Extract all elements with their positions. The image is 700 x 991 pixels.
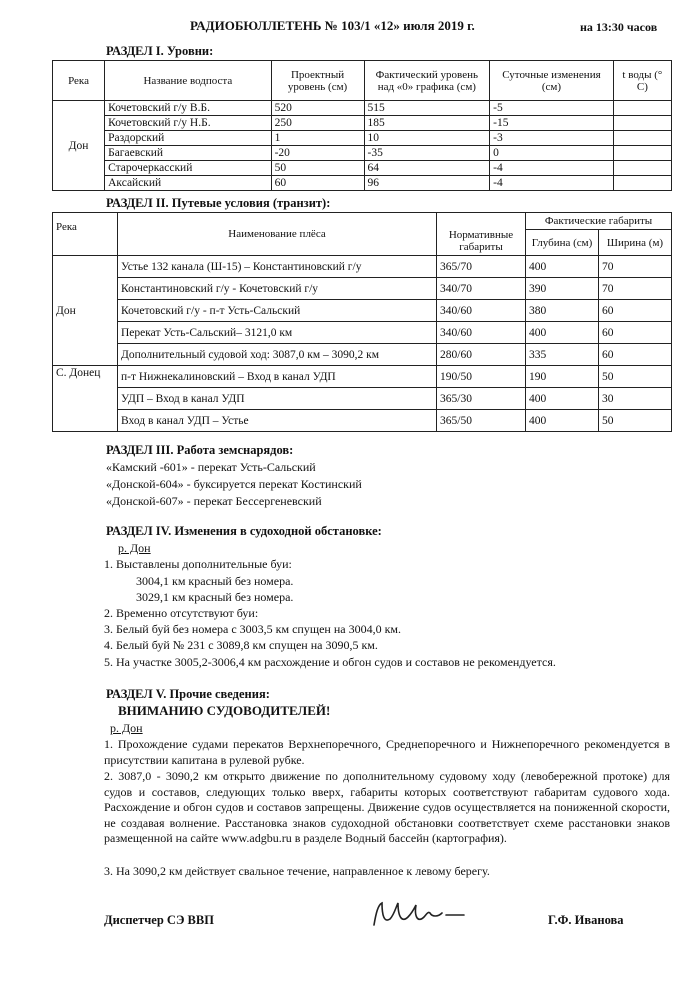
normative: 340/60 [437, 322, 526, 344]
change-item: 4. Белый буй № 231 с 3089,8 км спущен на 3090,5 км. [104, 638, 378, 652]
depth: 190 [526, 366, 599, 388]
col-project-level: Проектный уровень (см) [271, 61, 364, 101]
transit-table [52, 212, 672, 432]
table-row [53, 344, 672, 366]
project-level: 520 [271, 101, 364, 116]
water-temp [613, 131, 671, 146]
dredger-line: «Донской-607» - перекат Бессергеневский [106, 494, 322, 508]
actual-level: 515 [364, 101, 490, 116]
change-item: 1. Выставлены дополнительные буи: [104, 557, 292, 571]
station-name: Старочеркасский [105, 161, 271, 176]
col-actual-dimensions: Фактические габариты [526, 213, 672, 230]
width: 30 [599, 388, 672, 410]
water-temp [613, 101, 671, 116]
table-row [53, 116, 672, 131]
change-item: 3004,1 км красный без номера. [136, 574, 294, 588]
depth: 335 [526, 344, 599, 366]
depth: 390 [526, 278, 599, 300]
table-row [53, 410, 672, 432]
change-item: 3029,1 км красный без номера. [136, 590, 294, 604]
river-label: р. Дон [118, 541, 151, 555]
actual-level: 10 [364, 131, 490, 146]
water-temp [613, 161, 671, 176]
project-level: 1 [271, 131, 364, 146]
project-level: 250 [271, 116, 364, 131]
col-river: Река [53, 213, 118, 256]
notice-item: 1. Прохождение судами перекатов Верхнепоречного, Среднепоречного и Нижнепоречного рекомендуется в присутствии капитана в рулевой рубке. [104, 737, 670, 767]
depth: 400 [526, 388, 599, 410]
station-name: Кочетовский г/у Н.Б. [105, 116, 271, 131]
table-row [53, 322, 672, 344]
col-depth: Глубина (см) [526, 230, 599, 256]
reach-name: Константиновский г/у - Кочетовский г/у [118, 278, 437, 300]
col-water-temp: t воды (° С) [613, 61, 671, 101]
water-temp [613, 116, 671, 131]
daily-change: -4 [490, 176, 614, 191]
width: 70 [599, 278, 672, 300]
normative: 340/70 [437, 278, 526, 300]
col-width: Ширина (м) [599, 230, 672, 256]
table-row [53, 278, 672, 300]
width: 70 [599, 256, 672, 278]
normative: 365/50 [437, 410, 526, 432]
dredger-line: «Камский -601» - перекат Усть-Сальский [106, 460, 316, 474]
table-row [53, 300, 672, 322]
width: 50 [599, 366, 672, 388]
section-2-title: РАЗДЕЛ II. Путевые условия (транзит): [106, 196, 331, 210]
bulletin-title: РАДИОБЮЛЛЕТЕНЬ № 103/1 «12» июля 2019 г. [190, 18, 475, 33]
depth: 400 [526, 256, 599, 278]
daily-change: 0 [490, 146, 614, 161]
change-item: 5. На участке 3005,2-3006,4 км расхождение и обгон судов и составов не рекомендуется. [104, 655, 556, 669]
table-row [53, 146, 672, 161]
section-5-title: РАЗДЕЛ V. Прочие сведения: [106, 687, 270, 701]
actual-level: -35 [364, 146, 490, 161]
daily-change: -4 [490, 161, 614, 176]
dispatcher-role: Диспетчер СЭ ВВП [104, 913, 214, 927]
change-item: 2. Временно отсутствуют буи: [104, 606, 259, 620]
river-label: р. Дон [110, 721, 143, 735]
reach-name: Кочетовский г/у - п-т Усть-Сальский [118, 300, 437, 322]
change-item: 3. Белый буй без номера с 3003,5 км спущен на 3004,0 км. [104, 622, 402, 636]
depth: 400 [526, 410, 599, 432]
daily-change: -3 [490, 131, 614, 146]
table-row [53, 176, 672, 191]
station-name: Багаевский [105, 146, 271, 161]
river-cell: С. Донец [53, 366, 118, 432]
river-cell: Дон [53, 256, 118, 366]
width: 60 [599, 300, 672, 322]
table-row [53, 131, 672, 146]
table-row [53, 101, 672, 116]
normative: 365/30 [437, 388, 526, 410]
project-level: 50 [271, 161, 364, 176]
station-name: Кочетовский г/у В.Б. [105, 101, 271, 116]
reach-name: п-т Нижнекалиновский – Вход в канал УДП [118, 366, 437, 388]
col-normative: Нормативные габариты [437, 213, 526, 256]
water-temp [613, 176, 671, 191]
reach-name: УДП – Вход в канал УДП [118, 388, 437, 410]
table-row [53, 388, 672, 410]
reach-name: Перекат Усть-Сальский– 3121,0 км [118, 322, 437, 344]
levels-table [52, 60, 672, 191]
dispatcher-name: Г.Ф. Иванова [548, 913, 624, 927]
depth: 400 [526, 322, 599, 344]
normative: 365/70 [437, 256, 526, 278]
water-temp [613, 146, 671, 161]
width: 60 [599, 344, 672, 366]
col-reach-name: Наименование плёса [118, 213, 437, 256]
normative: 340/60 [437, 300, 526, 322]
project-level: -20 [271, 146, 364, 161]
notice-item: 2. 3087,0 - 3090,2 км открыто движение по дополнительному судовому ходу (левобережной протоке) для судов и составов, следующих только вверх, габариты которых соответствуют габаритам судового хода. Расхождение и обгон судов и составов запрещены. Движение судов осуществляется на пониженной скорости, не создавая волнение. Расстановка знаков судоходной обстановки соответствует схеме расстановки знаков размещенной на сайте www.adgbu.ru в разделе Водный бассейн (картография). [104, 769, 670, 845]
project-level: 60 [271, 176, 364, 191]
col-actual-level: Фактический уровень над «0» графика (см) [364, 61, 490, 101]
depth: 380 [526, 300, 599, 322]
normative: 190/50 [437, 366, 526, 388]
daily-change: -15 [490, 116, 614, 131]
table-row [53, 161, 672, 176]
table-row [53, 366, 672, 388]
actual-level: 64 [364, 161, 490, 176]
attention-heading: ВНИМАНИЮ СУДОВОДИТЕЛЕЙ! [118, 703, 331, 718]
notice-item: 3. На 3090,2 км действует свальное течение, направленное к левому берегу. [104, 864, 490, 878]
normative: 280/60 [437, 344, 526, 366]
dredger-line: «Донской-604» - буксируется перекат Костинский [106, 477, 362, 491]
actual-level: 96 [364, 176, 490, 191]
river-cell: Дон [53, 101, 105, 191]
bulletin-time: на 13:30 часов [580, 20, 658, 34]
reach-name: Дополнительный судовой ход: 3087,0 км – 3090,2 км [118, 344, 437, 366]
width: 60 [599, 322, 672, 344]
table-row [53, 256, 672, 278]
section-1-title: РАЗДЕЛ I. Уровни: [106, 44, 214, 58]
section-4-title: РАЗДЕЛ IV. Изменения в судоходной обстановке: [106, 524, 382, 538]
signature [368, 895, 468, 935]
width: 50 [599, 410, 672, 432]
col-daily-change: Суточные изменения (см) [490, 61, 614, 101]
actual-level: 185 [364, 116, 490, 131]
col-station: Название водпоста [105, 61, 271, 101]
section-3-title: РАЗДЕЛ III. Работа земснарядов: [106, 443, 294, 457]
reach-name: Вход в канал УДП – Устье [118, 410, 437, 432]
reach-name: Устье 132 канала (Ш-15) – Константиновский г/у [118, 256, 437, 278]
station-name: Раздорский [105, 131, 271, 146]
station-name: Аксайский [105, 176, 271, 191]
col-river: Река [53, 61, 105, 101]
daily-change: -5 [490, 101, 614, 116]
